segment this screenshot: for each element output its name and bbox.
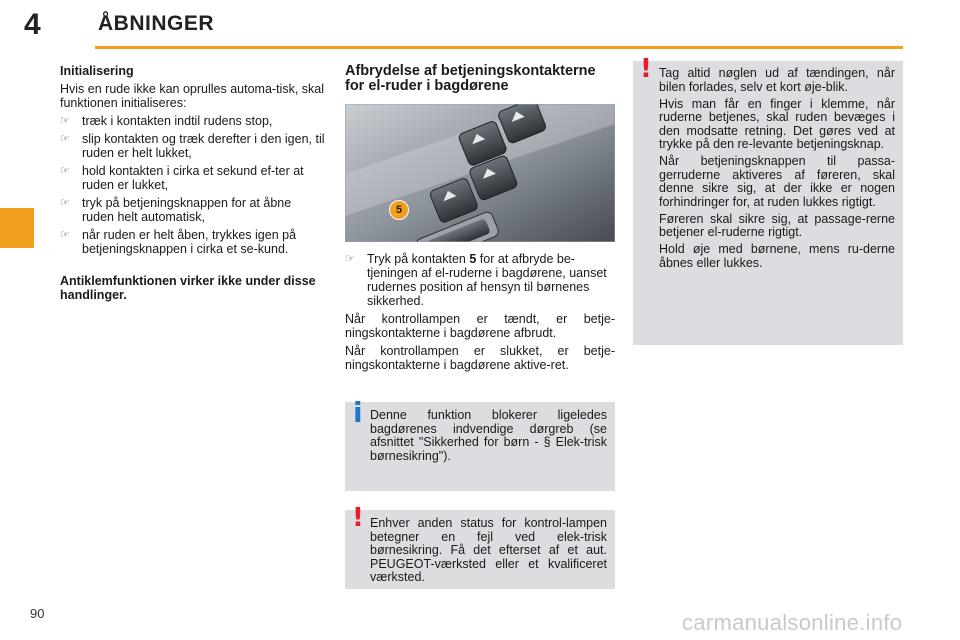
list-item: ☞ når ruden er helt åben, trykkes igen på betjeningsknappen i cirka et se-kund. [60, 228, 297, 256]
safety-paragraph: Hold øje med børnene, mens ru-derne åbnes eller lukkes. [659, 242, 895, 270]
info-box [345, 396, 615, 491]
list-item: ☞ hold kontakten i cirka et sekund ef-ter at ruden er lukket, [60, 164, 304, 192]
lamp-on-text: Når kontrollampen er tændt, er betje-ningskontakterne i bagdørene afbrudt. [345, 312, 615, 340]
warning-box [345, 503, 615, 589]
pointing-hand-icon: ☞ [60, 115, 70, 127]
list-item: ☞ slip kontakten og træk derefter i den igen, til ruden er helt lukket, [60, 132, 325, 160]
pointing-hand-icon: ☞ [60, 197, 70, 209]
pointing-hand-icon: ☞ [60, 133, 70, 145]
chapter-number: 4 [24, 8, 41, 41]
header-rule [95, 46, 903, 49]
list-item: ☞ Tryk på kontakten 5 for at afbryde be-tjeningen af el-ruderne i bagdørene, uanset rudernes position af hensyn til børnenes sikkerhed. [345, 252, 607, 308]
initialisation-steps [60, 114, 326, 256]
pointing-hand-icon: ☞ [60, 165, 70, 177]
safety-paragraph: Når betjeningsknappen til passa-gerruderne aktiveres af føreren, skal denne sikre sig, at der ikke er nogen forhindringer for, at ruden lukkes rigtigt. [659, 154, 895, 209]
safety-warning-box [633, 54, 903, 345]
window-switch-illustration [345, 104, 615, 242]
chapter-tab-marker [0, 208, 34, 248]
initialisation-intro: Hvis en rude ikke kan oprulles automa-tisk, skal funktionen initialiseres: [60, 82, 325, 110]
safety-paragraph: Føreren skal sikre sig, at passage-rerne betjener el-ruderne rigtigt. [659, 211, 895, 239]
list-item: ☞ træk i kontakten indtil rudens stop, [60, 114, 273, 128]
switch-5-callout: 5 [389, 200, 409, 220]
initialisation-section [60, 64, 326, 306]
pointing-hand-icon: ☞ [60, 229, 70, 241]
warning-icon: ! [640, 54, 652, 84]
anti-pinch-note: Antiklemfunktionen virker ikke under disse handlinger. [60, 274, 316, 302]
child-lock-section [345, 64, 615, 376]
pointing-hand-icon: ☞ [345, 253, 355, 265]
info-icon: i [353, 396, 363, 429]
page-number: 90 [30, 606, 45, 621]
safety-paragraph: Tag altid nøglen ud af tændingen, når bilen forlades, selv et kort øje-blik. [659, 66, 895, 94]
safety-paragraph: Hvis man får en finger i klemme, når ruderne betjenes, skal ruden bevæges i den modsatte retning. Det gøres ved at trykke på den re-levante betjeningsknap. [659, 96, 895, 151]
child-lock-steps [345, 252, 615, 308]
warning-icon: ! [352, 503, 364, 533]
section-title: Afbrydelse af betjeningskontakterne for el-ruder i bagdørene [345, 63, 596, 94]
info-text: Denne funktion blokerer ligeledes bagdørenes indvendige dørgreb (se afsnittet "Sikkerhed for børn - § Elek-trisk børnesikring"). [370, 408, 607, 463]
list-item: ☞ tryk på betjeningsknappen for at åbne ruden helt automatisk, [60, 196, 292, 224]
warning-text: Enhver anden status for kontrol-lampen betegner en fejl ved elek-trisk børnesikring. Få det efterset af et aut. PEUGEOT-værksted eller et kvalificeret værksted. [370, 516, 607, 584]
lamp-off-text: Når kontrollampen er slukket, er betje-ningskontakterne i bagdørene aktive-ret. [345, 344, 615, 372]
initialisation-heading: Initialisering [60, 64, 134, 78]
watermark: carmanualsonline.info [682, 610, 903, 635]
window-switch-photo [345, 104, 615, 242]
chapter-title: ÅBNINGER [98, 12, 215, 35]
